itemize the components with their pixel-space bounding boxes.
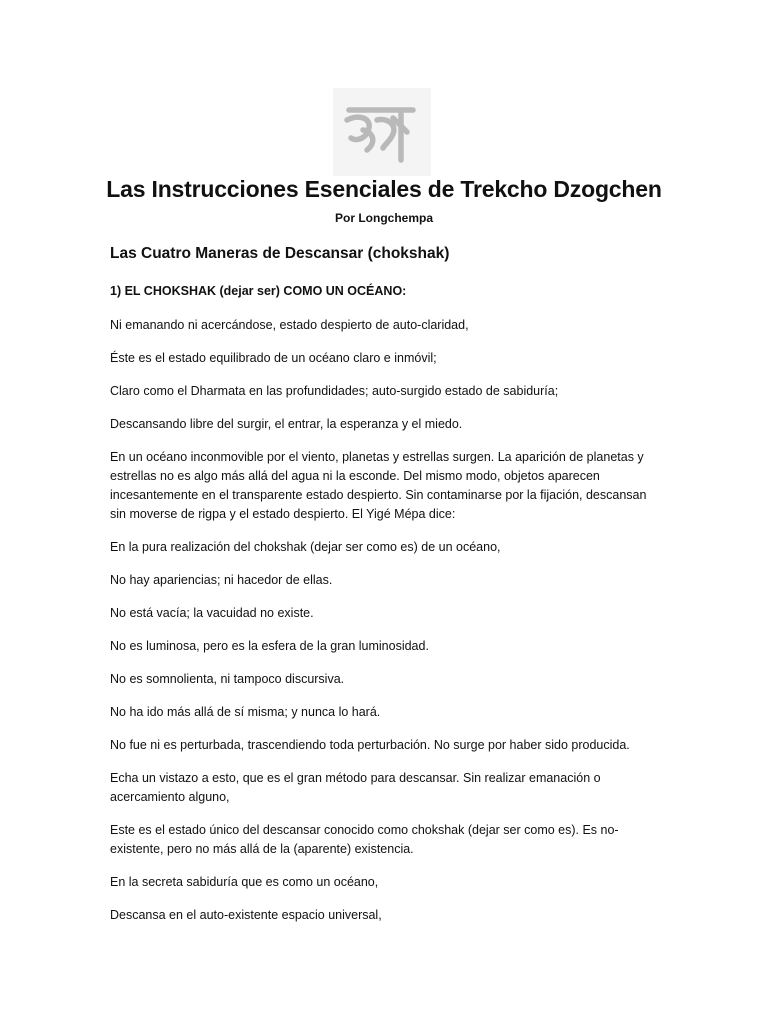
paragraph: Claro como el Dharmata en las profundidades; auto-surgido estado de sabiduría; [110,384,559,398]
paragraph: No fue ni es perturbada, trascendiendo toda perturbación. No surge por haber sido producida. [110,738,630,752]
paragraph: No es somnolienta, ni tampoco discursiva. [110,672,345,686]
paragraph: No hay apariencias; ni hacedor de ellas. [110,573,333,587]
paragraph: No está vacía; la vacuidad no existe. [110,606,314,620]
paragraph: Descansa en el auto-existente espacio universal, [110,908,382,922]
paragraph: En la pura realización del chokshak (dejar ser como es) de un océano, [110,540,501,554]
paragraph: En la secreta sabiduría que es como un océano, [110,875,379,889]
paragraph: Echa un vistazo a esto, que es el gran método para descansar. Sin realizar emanación o acercamiento alguno, [110,771,601,804]
paragraph: Éste es el estado equilibrado de un océano claro e inmóvil; [110,351,437,365]
paragraph: Ni emanando ni acercándose, estado despierto de auto-claridad, [110,318,469,332]
paragraph: No ha ido más allá de sí misma; y nunca lo hará. [110,705,381,719]
section-heading: Las Cuatro Maneras de Descansar (chokshak) [110,245,450,262]
paragraph: Descansando libre del surgir, el entrar, la esperanza y el miedo. [110,417,463,431]
paragraph: En un océano inconmovible por el viento, planetas y estrellas surgen. La aparición de planetas y estrellas no es algo más allá del agua ni la esconde. Del mismo modo, objetos aparecen incesantemente en el transparente estado despierto. Sin contaminarse por la fijación, descansan sin moverse de rigpa y el estado despierto. El Yigé Mépa dice: [110,450,647,521]
document-author: Por Longchempa [334,211,433,225]
paragraph: Este es el estado único del descansar conocido como chokshak (dejar ser como es). Es no-existente, pero no más allá de la (aparente) existencia. [110,823,619,856]
document-title: Las Instrucciones Esenciales de Trekcho Dzogchen [106,176,662,202]
tibetan-a-syllable-icon [333,88,431,176]
paragraph: No es luminosa, pero es la esfera de la gran luminosidad. [110,639,429,653]
subsection-heading: 1) EL CHOKSHAK (dejar ser) COMO UN OCÉANO: [110,284,407,298]
document-body [110,282,660,939]
